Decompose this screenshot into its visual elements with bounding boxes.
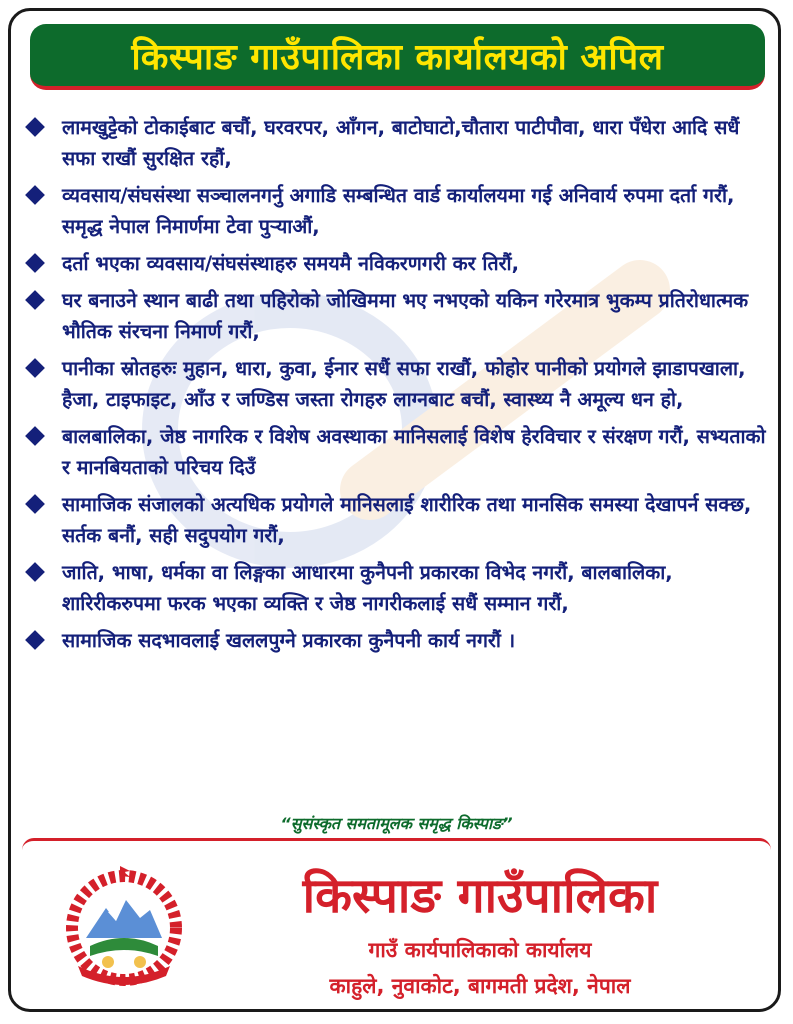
diamond-bullet-icon (25, 494, 45, 514)
diamond-bullet-icon (25, 185, 45, 205)
appeal-list (26, 112, 776, 662)
list-item: व्यवसाय/संघसंस्था सञ्चालनगर्नु अगाडि सम्बन्धित वार्ड कार्यालयमा गई अनिवार्य रुपमा दर्ता गरौं, समृद्ध नेपाल निमार्णमा टेवा पुऱ्याऔं, (26, 180, 776, 242)
slogan: “सुसंस्कृत समतामूलक समृद्ध किस्पाङ” (280, 814, 513, 833)
diamond-bullet-icon (25, 562, 45, 582)
list-item: लामखुट्टेको टोकाईबाट बचौं, घरवरपर, आँगन, बाटोघाटो,चौतारा पाटीपौवा, धारा पँधेरा आदि सधैं सफा राखौं सुरक्षित रहौं, (26, 112, 776, 174)
diamond-bullet-icon (25, 290, 45, 310)
diamond-bullet-icon (25, 117, 45, 137)
footer-address: काहुले, नुवाकोट, बागमती प्रदेश, नेपाल (329, 974, 631, 998)
footer-municipality-name: किस्पाङ गाउँपालिका (302, 868, 658, 924)
list-item: सामाजिक सदभावलाई खललपुग्ने प्रकारका कुनैपनी कार्य नगरौं । (26, 625, 776, 656)
list-item: पानीका स्रोतहरुः मुहान, धारा, कुवा, ईनार सधैं सफा राखौं, फोहोर पानीको प्रयोगले झाडापखाला, हैजा, टाइफाइट, आँउ र जण्डिस जस्ता रोगहरु लाग्नबाट बचौं, स्वास्थ्य नै अमूल्य धन हो, (26, 353, 776, 415)
header-banner (30, 24, 765, 90)
list-item: सामाजिक संजालको अत्यधिक प्रयोगले मानिसलाई शारीरिक तथा मानसिक समस्या देखापर्न सक्छ, सर्तक बनौं, सही सदुपयोग गरौं, (26, 489, 776, 551)
footer-office-name: गाउँ कार्यपालिकाको कार्यालय (368, 938, 592, 962)
list-item: बालबालिका, जेष्ठ नागरिक र विशेष अवस्थाका मानिसलाई विशेष हेरविचार र संरक्षण गरौं, सभ्यताको र मानबियताको परिचय दिउँ (26, 421, 776, 483)
page-title: किस्पाङ गाउँपालिका कार्यालयको अपिल (131, 36, 664, 78)
diamond-bullet-icon (25, 253, 45, 273)
list-item: घर बनाउने स्थान बाढी तथा पहिरोको जोखिममा भए नभएको यकिन गरेरमात्र भुकम्प प्रतिरोधात्मक भौतिक संरचना निमार्ण गरौं, (26, 285, 776, 347)
list-item: जाति, भाषा, धर्मका वा लिङ्गका आधारमा कुनैपनी प्रकारका विभेद नगरौं, बालबालिका, शारिरीकरुपमा फरक भएका व्यक्ति र जेष्ठ नागरीकलाई सधैं सम्मान गरौं, (26, 557, 776, 619)
nepal-emblem-icon (56, 866, 192, 992)
diamond-bullet-icon (25, 358, 45, 378)
diamond-bullet-icon (25, 426, 45, 446)
footer-divider (22, 838, 771, 852)
list-item: दर्ता भएका व्यवसाय/संघसंस्थाहरु समयमै नविकरणगरी कर तिरौं, (26, 248, 776, 279)
diamond-bullet-icon (25, 630, 45, 650)
